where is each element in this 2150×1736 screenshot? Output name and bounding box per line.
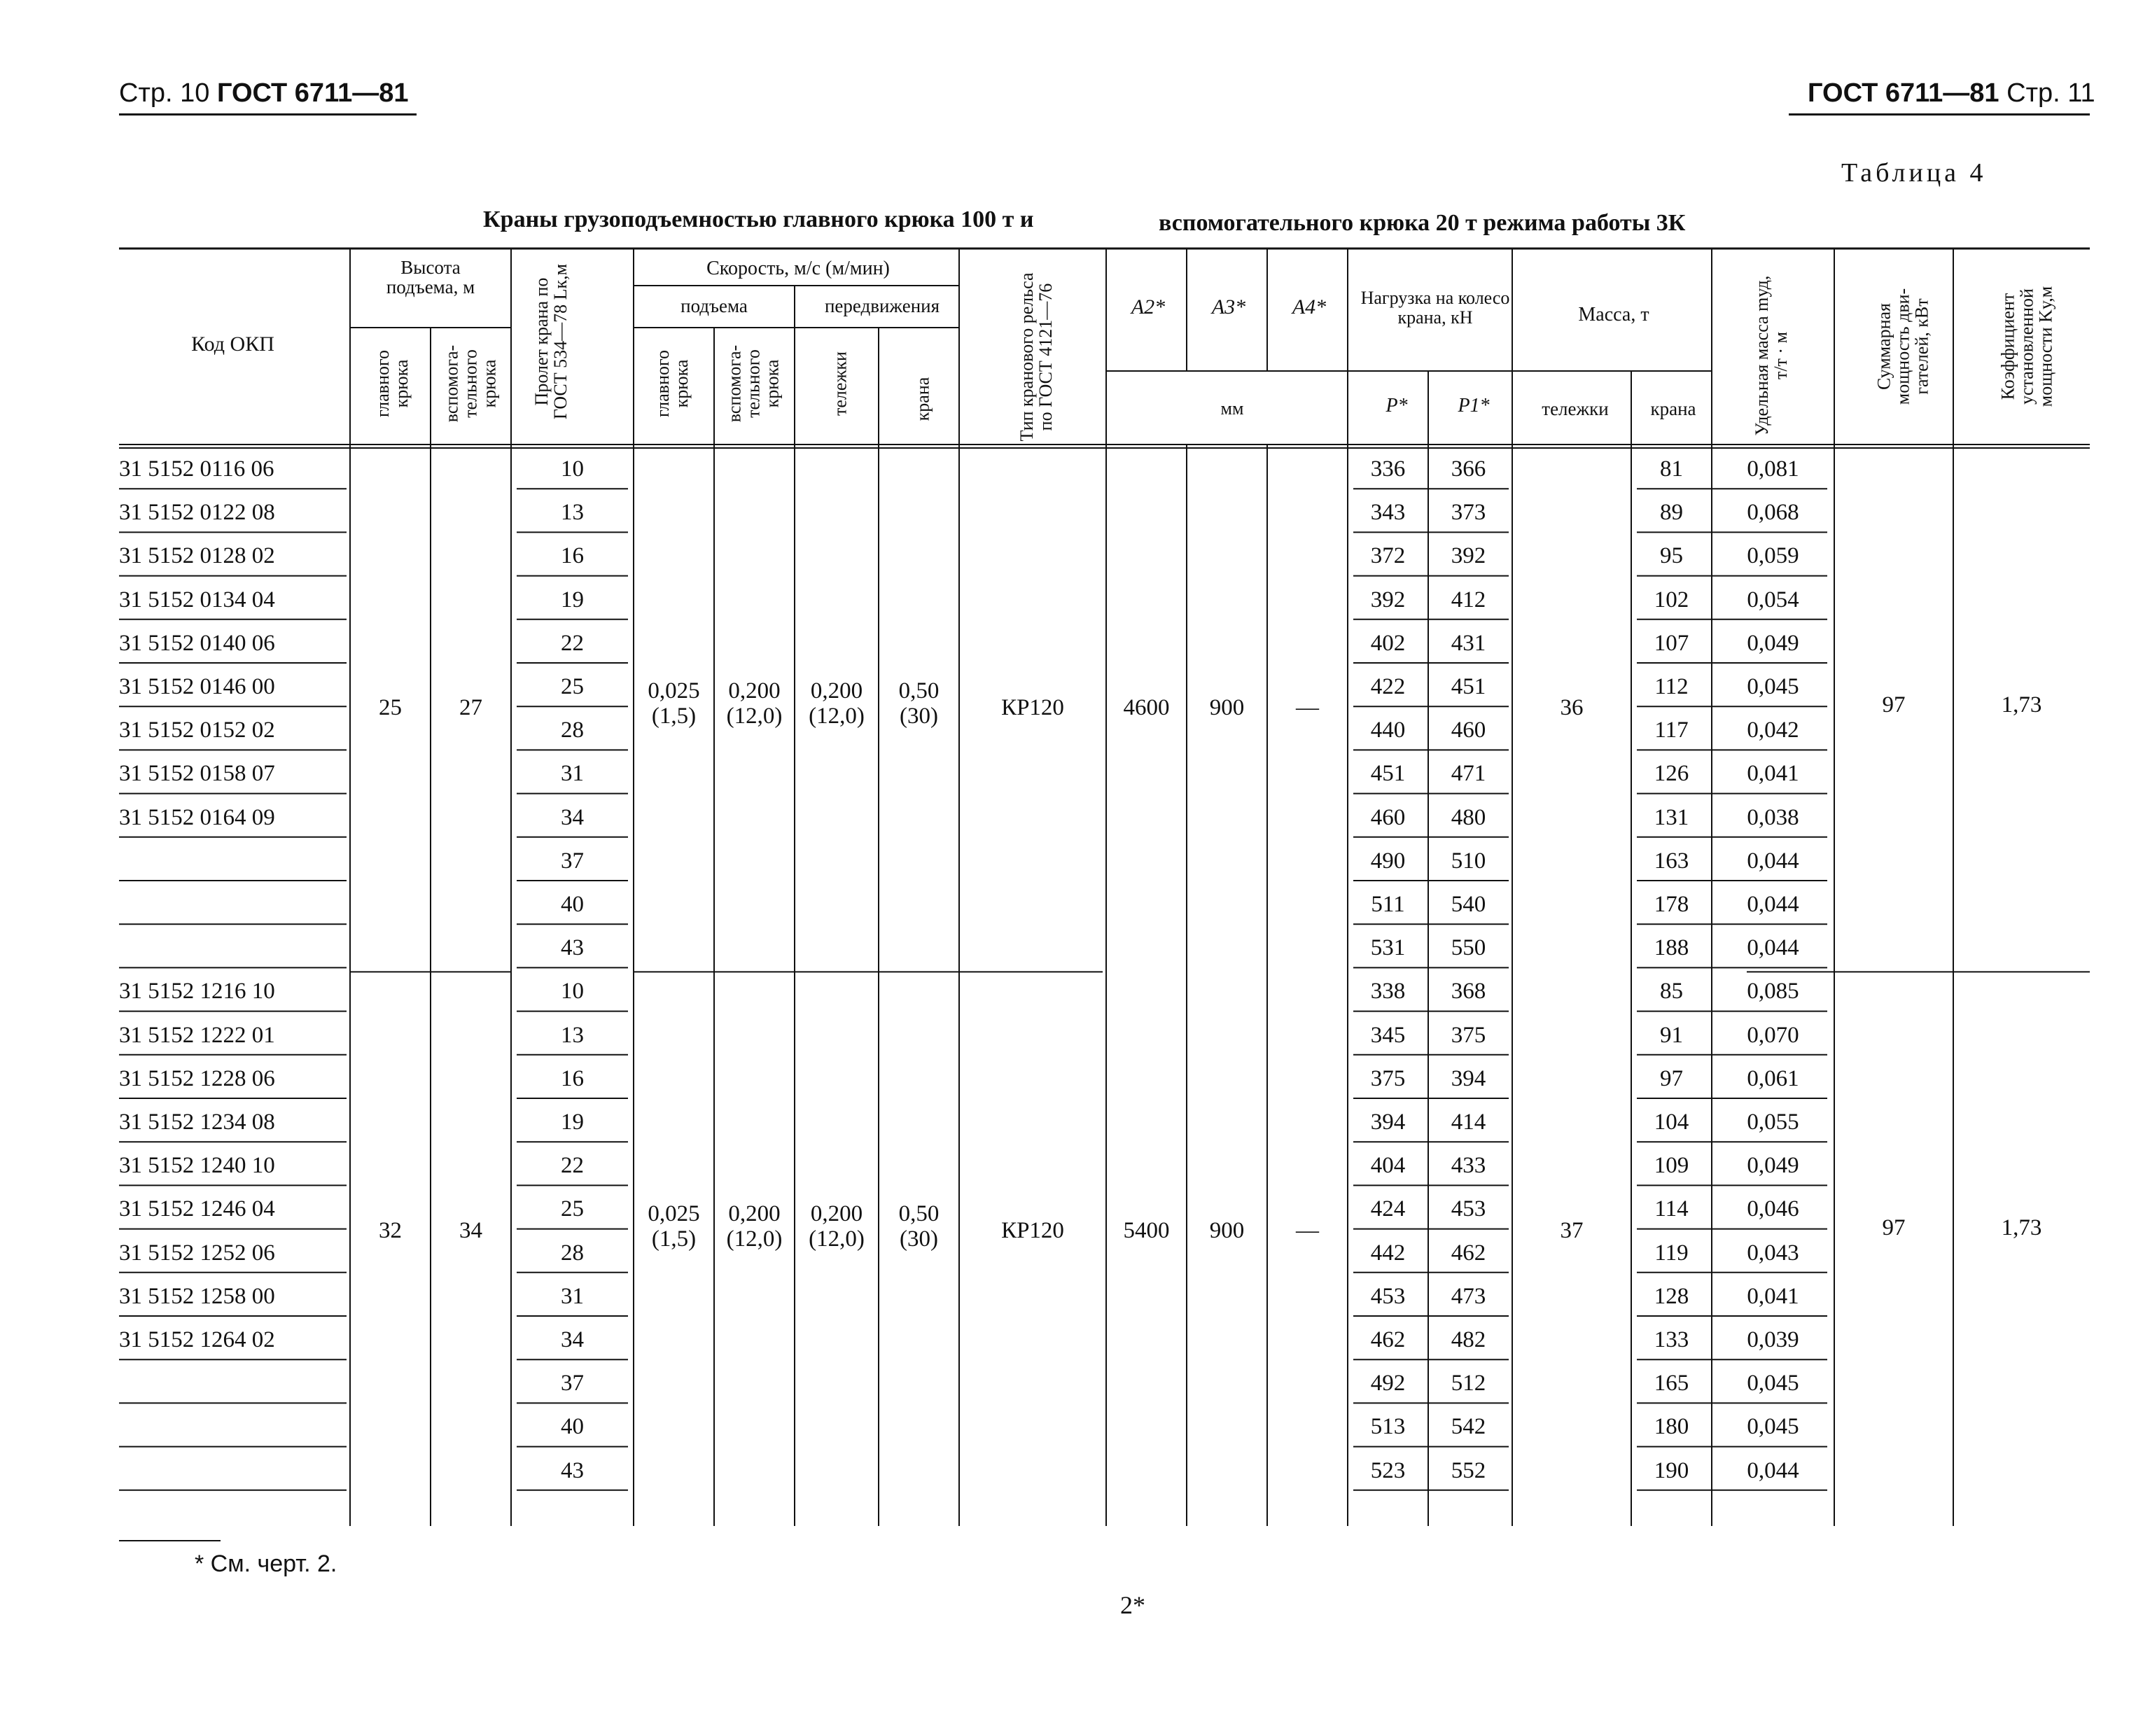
wheel-load-p1: 392 <box>1451 543 1486 569</box>
wheel-load-p1: 542 <box>1451 1414 1486 1440</box>
okp-code: 31 5152 0140 06 <box>119 630 275 656</box>
okp-code: 31 5152 1252 06 <box>119 1240 275 1266</box>
wheel-load-p1: 414 <box>1451 1110 1486 1135</box>
wheel-load-p1: 460 <box>1451 718 1486 743</box>
wheel-load-p: 343 <box>1370 500 1406 526</box>
power-coefficient: 1,73 <box>2001 1214 2042 1240</box>
specific-mass: 0,045 <box>1747 674 1799 699</box>
total-power: 97 <box>1882 1214 1906 1240</box>
header-span: Пролет крана по ГОСТ 534—78 Lк,м <box>531 263 571 420</box>
speed-lift-aux: 0,200 (12,0) <box>726 678 783 729</box>
wheel-load-p: 460 <box>1370 804 1406 830</box>
span-value: 25 <box>561 1196 584 1222</box>
header-height: Высота подъема, м <box>386 257 475 298</box>
wheel-load-p: 492 <box>1370 1371 1406 1396</box>
span-value: 10 <box>561 456 584 482</box>
header-total-power: Суммарная мощность дви-гателей, кВт <box>1873 288 1932 405</box>
span-value: 40 <box>561 1414 584 1440</box>
crane-mass: 178 <box>1654 892 1689 917</box>
specific-mass: 0,061 <box>1747 1065 1799 1091</box>
specific-mass: 0,068 <box>1747 500 1799 526</box>
span-value: 40 <box>561 892 584 917</box>
rail-type: КР120 <box>1001 695 1064 721</box>
wheel-load-p1: 433 <box>1451 1153 1486 1179</box>
wheel-load-p: 523 <box>1370 1457 1406 1483</box>
header-mass-crane: крана <box>1650 398 1696 419</box>
wheel-load-p: 513 <box>1370 1414 1406 1440</box>
crane-mass: 97 <box>1660 1065 1683 1091</box>
wheel-load-p: 375 <box>1370 1065 1406 1091</box>
wheel-load-p: 511 <box>1371 892 1405 917</box>
span-value: 13 <box>561 1022 584 1048</box>
header-mass: Масса, т <box>1578 304 1649 326</box>
specific-mass: 0,039 <box>1747 1327 1799 1352</box>
footnote-rule <box>119 1540 221 1541</box>
wheel-load-p: 442 <box>1370 1240 1406 1266</box>
specific-mass: 0,070 <box>1747 1022 1799 1048</box>
header-rail-type: Тип кранового рельса по ГОСТ 4121—76 <box>1017 272 1056 442</box>
height-aux: 34 <box>459 1217 482 1243</box>
okp-code: 31 5152 0146 00 <box>119 674 275 699</box>
dimension-a3: 900 <box>1209 1217 1245 1243</box>
wheel-load-p1: 473 <box>1451 1283 1486 1309</box>
specific-mass: 0,044 <box>1747 1457 1799 1483</box>
okp-code: 31 5152 1228 06 <box>119 1065 275 1091</box>
header-speed: Скорость, м/с (м/мин) <box>706 258 890 279</box>
okp-code: 31 5152 0164 09 <box>119 804 275 830</box>
wheel-load-p: 392 <box>1370 587 1406 612</box>
wheel-load-p1: 550 <box>1451 935 1486 961</box>
total-power: 97 <box>1882 692 1906 718</box>
specific-mass: 0,085 <box>1747 979 1799 1004</box>
span-value: 22 <box>561 1153 584 1179</box>
header-specific-mass: Удельная масса mуд, т/т · м <box>1752 275 1791 436</box>
specific-mass: 0,044 <box>1747 848 1799 874</box>
crane-mass: 190 <box>1654 1457 1689 1483</box>
crane-mass: 165 <box>1654 1371 1689 1396</box>
crane-mass: 91 <box>1660 1022 1683 1048</box>
okp-code: 31 5152 1240 10 <box>119 1153 275 1179</box>
trolley-mass: 36 <box>1560 695 1584 721</box>
height-main: 25 <box>379 695 402 721</box>
wheel-load-p: 453 <box>1370 1283 1406 1309</box>
dimension-a3: 900 <box>1209 695 1245 721</box>
span-value: 25 <box>561 674 584 699</box>
header-height-aux: вспомога-тельного крюка <box>441 344 500 423</box>
wheel-load-p1: 451 <box>1451 674 1486 699</box>
header-speed-move: передвижения <box>824 295 940 316</box>
span-value: 31 <box>561 1283 584 1309</box>
height-main: 32 <box>379 1217 402 1243</box>
span-value: 16 <box>561 543 584 569</box>
wheel-load-p1: 394 <box>1451 1065 1486 1091</box>
crane-mass: 109 <box>1654 1153 1689 1179</box>
header-height-main: главного крюка <box>372 349 412 418</box>
crane-mass: 133 <box>1654 1327 1689 1352</box>
header-speed-trolley: тележки <box>830 351 851 416</box>
span-value: 22 <box>561 630 584 656</box>
crane-mass: 81 <box>1660 456 1683 482</box>
crane-mass: 95 <box>1660 543 1683 569</box>
left-page-number: Стр. 10 <box>119 78 210 108</box>
speed-lift-main: 0,025 (1,5) <box>648 678 700 729</box>
header-mass-trolley: тележки <box>1542 398 1609 419</box>
wheel-load-p1: 431 <box>1451 630 1486 656</box>
okp-code: 31 5152 0134 04 <box>119 587 275 612</box>
wheel-load-p: 451 <box>1370 761 1406 787</box>
speed-lift-main: 0,025 (1,5) <box>648 1200 700 1252</box>
speed-trolley: 0,200 (12,0) <box>809 678 865 729</box>
page-mark: 2* <box>1120 1591 1145 1619</box>
wheel-load-p: 402 <box>1370 630 1406 656</box>
specific-mass: 0,055 <box>1747 1110 1799 1135</box>
wheel-load-p: 490 <box>1370 848 1406 874</box>
wheel-load-p1: 482 <box>1451 1327 1486 1352</box>
span-value: 43 <box>561 935 584 961</box>
header-p: P* <box>1385 395 1408 416</box>
header-mm: мм <box>1220 398 1244 419</box>
crane-mass: 188 <box>1654 935 1689 961</box>
wheel-load-p1: 552 <box>1451 1457 1486 1483</box>
height-aux: 27 <box>459 695 482 721</box>
wheel-load-p: 345 <box>1370 1022 1406 1048</box>
header-speed-crane: крана <box>912 377 933 421</box>
wheel-load-p1: 462 <box>1451 1240 1486 1266</box>
power-coefficient: 1,73 <box>2001 692 2042 718</box>
wheel-load-p1: 480 <box>1451 804 1486 830</box>
crane-mass: 107 <box>1654 630 1689 656</box>
wheel-load-p1: 510 <box>1451 848 1486 874</box>
span-value: 13 <box>561 500 584 526</box>
span-value: 10 <box>561 979 584 1004</box>
header-a3: A3* <box>1211 295 1246 318</box>
speed-trolley: 0,200 (12,0) <box>809 1200 865 1252</box>
wheel-load-p: 440 <box>1370 718 1406 743</box>
speed-crane: 0,50 (30) <box>898 1200 940 1252</box>
specific-mass: 0,041 <box>1747 1283 1799 1309</box>
crane-mass: 131 <box>1654 804 1689 830</box>
header-power-coef: Коэффициент установленной мощности Kу,м <box>1997 286 2056 407</box>
right-page-number: Стр. 11 <box>2006 78 2095 108</box>
span-value: 37 <box>561 1371 584 1396</box>
okp-code: 31 5152 1264 02 <box>119 1327 275 1352</box>
span-value: 37 <box>561 848 584 874</box>
span-value: 31 <box>561 761 584 787</box>
speed-lift-aux: 0,200 (12,0) <box>726 1200 783 1252</box>
specific-mass: 0,054 <box>1747 587 1799 612</box>
okp-code: 31 5152 0128 02 <box>119 543 275 569</box>
rail-type: КР120 <box>1001 1217 1064 1243</box>
right-doc-title: ГОСТ 6711—81 <box>1808 78 1999 108</box>
specific-mass: 0,081 <box>1747 456 1799 482</box>
crane-mass: 102 <box>1654 587 1689 612</box>
trolley-mass: 37 <box>1560 1217 1584 1243</box>
header-speed-lift-aux: вспомога-тельного крюка <box>724 344 783 423</box>
crane-mass: 85 <box>1660 979 1683 1004</box>
wheel-load-p1: 368 <box>1451 979 1486 1004</box>
span-value: 43 <box>561 1457 584 1483</box>
crane-mass: 104 <box>1654 1110 1689 1135</box>
wheel-load-p: 336 <box>1370 456 1406 482</box>
crane-mass: 128 <box>1654 1283 1689 1309</box>
header-okp: Код ОКП <box>191 332 274 356</box>
wheel-load-p1: 540 <box>1451 892 1486 917</box>
crane-mass: 112 <box>1654 674 1689 699</box>
dimension-a2: 5400 <box>1123 1217 1170 1243</box>
span-value: 19 <box>561 587 584 612</box>
wheel-load-p: 394 <box>1370 1110 1406 1135</box>
dimension-a4: — <box>1296 1217 1319 1243</box>
specific-mass: 0,045 <box>1747 1414 1799 1440</box>
okp-code: 31 5152 1222 01 <box>119 1022 275 1048</box>
crane-mass: 117 <box>1654 718 1689 743</box>
okp-code: 31 5152 0116 06 <box>119 456 274 482</box>
wheel-load-p: 531 <box>1370 935 1406 961</box>
crane-mass: 89 <box>1660 500 1683 526</box>
wheel-load-p: 372 <box>1370 543 1406 569</box>
span-value: 28 <box>561 1240 584 1266</box>
wheel-load-p: 338 <box>1370 979 1406 1004</box>
specific-mass: 0,045 <box>1747 1371 1799 1396</box>
okp-code: 31 5152 0158 07 <box>119 761 275 787</box>
span-value: 16 <box>561 1065 584 1091</box>
crane-mass: 163 <box>1654 848 1689 874</box>
okp-code: 31 5152 1258 00 <box>119 1283 275 1309</box>
table-number: Таблица 4 <box>1841 158 1987 188</box>
okp-code: 31 5152 1234 08 <box>119 1110 275 1135</box>
wheel-load-p: 462 <box>1370 1327 1406 1352</box>
dimension-a2: 4600 <box>1123 695 1170 721</box>
footnote: * См. черт. 2. <box>195 1550 337 1577</box>
specific-mass: 0,044 <box>1747 892 1799 917</box>
wheel-load-p1: 453 <box>1451 1196 1486 1222</box>
specific-mass: 0,049 <box>1747 630 1799 656</box>
wheel-load-p1: 512 <box>1451 1371 1486 1396</box>
specific-mass: 0,043 <box>1747 1240 1799 1266</box>
specific-mass: 0,038 <box>1747 804 1799 830</box>
specific-mass: 0,042 <box>1747 718 1799 743</box>
left-doc-title: ГОСТ 6711—81 <box>216 78 409 108</box>
specific-mass: 0,046 <box>1747 1196 1799 1222</box>
speed-crane: 0,50 (30) <box>898 678 940 729</box>
header-p1: P1* <box>1458 395 1490 416</box>
span-value: 34 <box>561 1327 584 1352</box>
wheel-load-p1: 471 <box>1451 761 1486 787</box>
okp-code: 31 5152 0152 02 <box>119 718 275 743</box>
table-caption-left: Краны грузоподъемностью главного крюка 100 т и <box>483 206 1034 232</box>
dimension-a4: — <box>1296 695 1319 721</box>
crane-mass: 180 <box>1654 1414 1689 1440</box>
span-value: 34 <box>561 804 584 830</box>
specific-mass: 0,049 <box>1747 1153 1799 1179</box>
header-speed-lift-main: главного крюка <box>652 349 692 418</box>
span-value: 28 <box>561 718 584 743</box>
wheel-load-p1: 366 <box>1451 456 1486 482</box>
specific-mass: 0,041 <box>1747 761 1799 787</box>
crane-mass: 114 <box>1654 1196 1689 1222</box>
okp-code: 31 5152 0122 08 <box>119 500 275 526</box>
specific-mass: 0,044 <box>1747 935 1799 961</box>
wheel-load-p: 404 <box>1370 1153 1406 1179</box>
specific-mass: 0,059 <box>1747 543 1799 569</box>
table-caption-right: вспомогательного крюка 20 т режима работы 3К <box>1159 210 1686 236</box>
okp-code: 31 5152 1246 04 <box>119 1196 275 1222</box>
okp-code: 31 5152 1216 10 <box>119 979 275 1004</box>
wheel-load-p1: 412 <box>1451 587 1486 612</box>
span-value: 19 <box>561 1110 584 1135</box>
wheel-load-p1: 375 <box>1451 1022 1486 1048</box>
wheel-load-p: 422 <box>1370 674 1406 699</box>
wheel-load-p: 424 <box>1370 1196 1406 1222</box>
header-a4: A4* <box>1292 295 1327 318</box>
header-speed-lift: подъема <box>680 295 748 316</box>
crane-mass: 119 <box>1654 1240 1689 1266</box>
crane-mass: 126 <box>1654 761 1689 787</box>
header-a2: A2* <box>1131 295 1166 318</box>
header-wheel-load: Нагрузка на колесо крана, кН <box>1360 288 1510 328</box>
wheel-load-p1: 373 <box>1451 500 1486 526</box>
